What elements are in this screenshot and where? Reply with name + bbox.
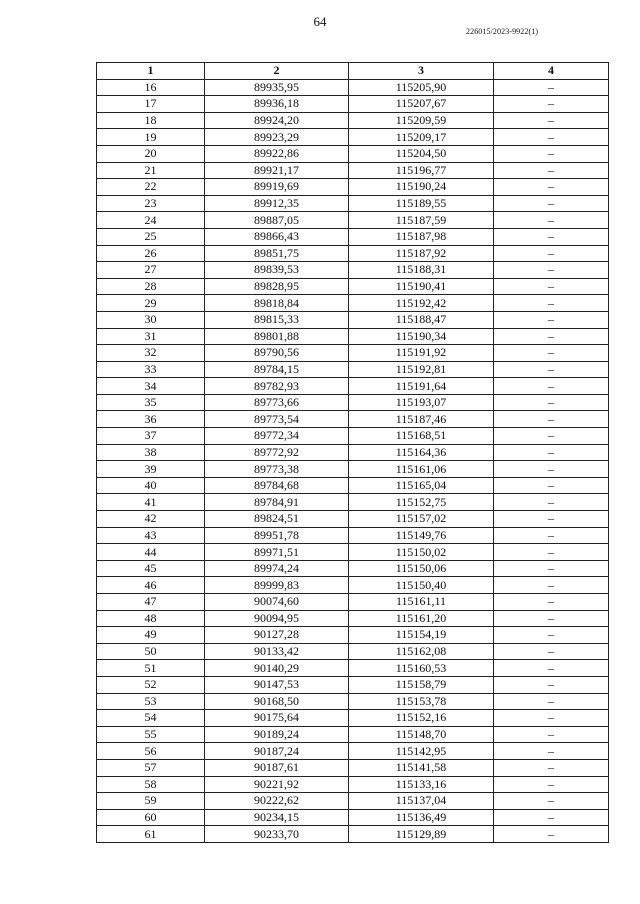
note-cell: –	[494, 560, 609, 577]
note-cell: –	[494, 477, 609, 494]
note-cell: –	[494, 179, 609, 196]
table-header	[97, 63, 609, 80]
y-coordinate-cell: 115188,31	[349, 262, 494, 279]
document-id: 226015/2023-9922(1)	[466, 27, 539, 36]
y-coordinate-cell: 115148,70	[349, 726, 494, 743]
note-cell: –	[494, 245, 609, 262]
note-cell: –	[494, 411, 609, 428]
x-coordinate-cell: 89772,92	[205, 444, 349, 461]
x-coordinate-cell: 89974,24	[205, 560, 349, 577]
x-coordinate-cell: 89801,88	[205, 328, 349, 345]
note-cell: –	[494, 676, 609, 693]
note-cell: –	[494, 79, 609, 96]
point-number-cell: 46	[97, 577, 205, 594]
y-coordinate-cell: 115141,58	[349, 759, 494, 776]
point-number-cell: 48	[97, 610, 205, 627]
y-coordinate-cell: 115207,67	[349, 96, 494, 113]
note-cell: –	[494, 228, 609, 245]
table-row	[97, 195, 609, 212]
y-coordinate-cell: 115189,55	[349, 195, 494, 212]
point-number-cell: 23	[97, 195, 205, 212]
point-number-cell: 36	[97, 411, 205, 428]
x-coordinate-cell: 90147,53	[205, 676, 349, 693]
y-coordinate-cell: 115187,59	[349, 212, 494, 229]
note-cell: –	[494, 311, 609, 328]
table-row	[97, 411, 609, 428]
note-cell: –	[494, 544, 609, 561]
point-number-cell: 58	[97, 776, 205, 793]
point-number-cell: 32	[97, 345, 205, 362]
point-number-cell: 21	[97, 162, 205, 179]
note-cell: –	[494, 394, 609, 411]
table-row	[97, 560, 609, 577]
x-coordinate-cell: 90175,64	[205, 710, 349, 727]
note-cell: –	[494, 743, 609, 760]
table-row	[97, 477, 609, 494]
y-coordinate-cell: 115142,95	[349, 743, 494, 760]
table-row	[97, 228, 609, 245]
point-number-cell: 19	[97, 129, 205, 146]
table-row	[97, 676, 609, 693]
point-number-cell: 41	[97, 494, 205, 511]
y-coordinate-cell: 115204,50	[349, 145, 494, 162]
y-coordinate-cell: 115162,08	[349, 643, 494, 660]
point-number-cell: 34	[97, 378, 205, 395]
point-number-cell: 24	[97, 212, 205, 229]
x-coordinate-cell: 90168,50	[205, 693, 349, 710]
table-row	[97, 660, 609, 677]
table-row	[97, 345, 609, 362]
y-coordinate-cell: 115191,92	[349, 345, 494, 362]
note-cell: –	[494, 776, 609, 793]
y-coordinate-cell: 115168,51	[349, 428, 494, 445]
x-coordinate-cell: 90221,92	[205, 776, 349, 793]
note-cell: –	[494, 262, 609, 279]
table-row	[97, 461, 609, 478]
note-cell: –	[494, 643, 609, 660]
y-coordinate-cell: 115209,59	[349, 112, 494, 129]
x-coordinate-cell: 89773,66	[205, 394, 349, 411]
point-number-cell: 52	[97, 676, 205, 693]
table-row	[97, 494, 609, 511]
table-row	[97, 295, 609, 312]
x-coordinate-cell: 89773,54	[205, 411, 349, 428]
x-coordinate-cell: 89784,68	[205, 477, 349, 494]
x-coordinate-cell: 89922,86	[205, 145, 349, 162]
table-row	[97, 245, 609, 262]
note-cell: –	[494, 660, 609, 677]
y-coordinate-cell: 115187,46	[349, 411, 494, 428]
column-header: 4	[494, 63, 609, 80]
x-coordinate-cell: 90189,24	[205, 726, 349, 743]
point-number-cell: 37	[97, 428, 205, 445]
x-coordinate-cell: 89784,15	[205, 361, 349, 378]
note-cell: –	[494, 726, 609, 743]
note-cell: –	[494, 577, 609, 594]
point-number-cell: 56	[97, 743, 205, 760]
note-cell: –	[494, 793, 609, 810]
y-coordinate-cell: 115187,98	[349, 228, 494, 245]
table-row	[97, 511, 609, 528]
x-coordinate-cell: 89773,38	[205, 461, 349, 478]
y-coordinate-cell: 115164,36	[349, 444, 494, 461]
note-cell: –	[494, 710, 609, 727]
point-number-cell: 17	[97, 96, 205, 113]
x-coordinate-cell: 89935,95	[205, 79, 349, 96]
table-row	[97, 544, 609, 561]
y-coordinate-cell: 115188,47	[349, 311, 494, 328]
table-row	[97, 96, 609, 113]
point-number-cell: 45	[97, 560, 205, 577]
x-coordinate-cell: 89772,34	[205, 428, 349, 445]
note-cell: –	[494, 212, 609, 229]
table-row	[97, 776, 609, 793]
y-coordinate-cell: 115154,19	[349, 627, 494, 644]
note-cell: –	[494, 610, 609, 627]
point-number-cell: 50	[97, 643, 205, 660]
x-coordinate-cell: 89851,75	[205, 245, 349, 262]
x-coordinate-cell: 89971,51	[205, 544, 349, 561]
note-cell: –	[494, 627, 609, 644]
point-number-cell: 44	[97, 544, 205, 561]
point-number-cell: 25	[97, 228, 205, 245]
point-number-cell: 47	[97, 594, 205, 611]
x-coordinate-cell: 90140,29	[205, 660, 349, 677]
x-coordinate-cell: 90187,61	[205, 759, 349, 776]
table-row	[97, 428, 609, 445]
y-coordinate-cell: 115191,64	[349, 378, 494, 395]
point-number-cell: 40	[97, 477, 205, 494]
x-coordinate-cell: 89921,17	[205, 162, 349, 179]
x-coordinate-cell: 90233,70	[205, 826, 349, 843]
point-number-cell: 51	[97, 660, 205, 677]
note-cell: –	[494, 809, 609, 826]
x-coordinate-cell: 89784,91	[205, 494, 349, 511]
column-header: 3	[349, 63, 494, 80]
table-row	[97, 594, 609, 611]
x-coordinate-cell: 89790,56	[205, 345, 349, 362]
y-coordinate-cell: 115187,92	[349, 245, 494, 262]
note-cell: –	[494, 112, 609, 129]
note-cell: –	[494, 129, 609, 146]
note-cell: –	[494, 693, 609, 710]
table-row	[97, 361, 609, 378]
x-coordinate-cell: 89936,18	[205, 96, 349, 113]
note-cell: –	[494, 378, 609, 395]
note-cell: –	[494, 345, 609, 362]
x-coordinate-cell: 90234,15	[205, 809, 349, 826]
table-row	[97, 577, 609, 594]
y-coordinate-cell: 115152,75	[349, 494, 494, 511]
table-row	[97, 162, 609, 179]
y-coordinate-cell: 115137,04	[349, 793, 494, 810]
note-cell: –	[494, 594, 609, 611]
note-cell: –	[494, 444, 609, 461]
y-coordinate-cell: 115157,02	[349, 511, 494, 528]
note-cell: –	[494, 826, 609, 843]
note-cell: –	[494, 145, 609, 162]
table-row	[97, 179, 609, 196]
table-row	[97, 809, 609, 826]
x-coordinate-cell: 90127,28	[205, 627, 349, 644]
note-cell: –	[494, 428, 609, 445]
table-row	[97, 112, 609, 129]
x-coordinate-cell: 90074,60	[205, 594, 349, 611]
point-number-cell: 31	[97, 328, 205, 345]
point-number-cell: 29	[97, 295, 205, 312]
table-row	[97, 826, 609, 843]
x-coordinate-cell: 89887,05	[205, 212, 349, 229]
page-number: 64	[313, 14, 327, 29]
table-row	[97, 610, 609, 627]
x-coordinate-cell: 89919,69	[205, 179, 349, 196]
y-coordinate-cell: 115150,02	[349, 544, 494, 561]
y-coordinate-cell: 115133,16	[349, 776, 494, 793]
table-row	[97, 693, 609, 710]
x-coordinate-cell: 89923,29	[205, 129, 349, 146]
note-cell: –	[494, 527, 609, 544]
x-coordinate-cell: 89839,53	[205, 262, 349, 279]
point-number-cell: 22	[97, 179, 205, 196]
point-number-cell: 60	[97, 809, 205, 826]
point-number-cell: 53	[97, 693, 205, 710]
table-row	[97, 79, 609, 96]
x-coordinate-cell: 89824,51	[205, 511, 349, 528]
y-coordinate-cell: 115136,49	[349, 809, 494, 826]
x-coordinate-cell: 90094,95	[205, 610, 349, 627]
y-coordinate-cell: 115152,16	[349, 710, 494, 727]
column-header: 2	[205, 63, 349, 80]
x-coordinate-cell: 90222,62	[205, 793, 349, 810]
note-cell: –	[494, 295, 609, 312]
x-coordinate-cell: 89782,93	[205, 378, 349, 395]
point-number-cell: 55	[97, 726, 205, 743]
table-row	[97, 278, 609, 295]
table-row	[97, 328, 609, 345]
note-cell: –	[494, 96, 609, 113]
table-row	[97, 527, 609, 544]
table-row	[97, 311, 609, 328]
y-coordinate-cell: 115190,24	[349, 179, 494, 196]
point-number-cell: 43	[97, 527, 205, 544]
table-row	[97, 444, 609, 461]
point-number-cell: 54	[97, 710, 205, 727]
point-number-cell: 57	[97, 759, 205, 776]
y-coordinate-cell: 115129,89	[349, 826, 494, 843]
point-number-cell: 28	[97, 278, 205, 295]
note-cell: –	[494, 162, 609, 179]
table-row	[97, 710, 609, 727]
y-coordinate-cell: 115209,17	[349, 129, 494, 146]
y-coordinate-cell: 115165,04	[349, 477, 494, 494]
note-cell: –	[494, 361, 609, 378]
x-coordinate-cell: 89818,84	[205, 295, 349, 312]
table-row	[97, 627, 609, 644]
point-number-cell: 20	[97, 145, 205, 162]
y-coordinate-cell: 115193,07	[349, 394, 494, 411]
note-cell: –	[494, 195, 609, 212]
table-row	[97, 759, 609, 776]
y-coordinate-cell: 115160,53	[349, 660, 494, 677]
y-coordinate-cell: 115161,06	[349, 461, 494, 478]
x-coordinate-cell: 90187,24	[205, 743, 349, 760]
x-coordinate-cell: 89999,83	[205, 577, 349, 594]
note-cell: –	[494, 461, 609, 478]
table-row	[97, 129, 609, 146]
point-number-cell: 27	[97, 262, 205, 279]
point-number-cell: 39	[97, 461, 205, 478]
y-coordinate-cell: 115196,77	[349, 162, 494, 179]
point-number-cell: 16	[97, 79, 205, 96]
y-coordinate-cell: 115192,42	[349, 295, 494, 312]
point-number-cell: 35	[97, 394, 205, 411]
point-number-cell: 26	[97, 245, 205, 262]
point-number-cell: 49	[97, 627, 205, 644]
y-coordinate-cell: 115153,78	[349, 693, 494, 710]
y-coordinate-cell: 115161,11	[349, 594, 494, 611]
table-row	[97, 726, 609, 743]
table-row	[97, 394, 609, 411]
x-coordinate-cell: 90133,42	[205, 643, 349, 660]
y-coordinate-cell: 115150,06	[349, 560, 494, 577]
point-number-cell: 30	[97, 311, 205, 328]
table-row	[97, 643, 609, 660]
point-number-cell: 42	[97, 511, 205, 528]
table-row	[97, 262, 609, 279]
table-row	[97, 145, 609, 162]
coordinates-table	[96, 62, 609, 843]
x-coordinate-cell: 89924,20	[205, 112, 349, 129]
table-row	[97, 378, 609, 395]
point-number-cell: 59	[97, 793, 205, 810]
table-body	[97, 79, 609, 842]
y-coordinate-cell: 115150,40	[349, 577, 494, 594]
x-coordinate-cell: 89866,43	[205, 228, 349, 245]
y-coordinate-cell: 115161,20	[349, 610, 494, 627]
y-coordinate-cell: 115190,34	[349, 328, 494, 345]
note-cell: –	[494, 278, 609, 295]
note-cell: –	[494, 759, 609, 776]
point-number-cell: 61	[97, 826, 205, 843]
x-coordinate-cell: 89912,35	[205, 195, 349, 212]
point-number-cell: 18	[97, 112, 205, 129]
x-coordinate-cell: 89828,95	[205, 278, 349, 295]
point-number-cell: 38	[97, 444, 205, 461]
table-row	[97, 212, 609, 229]
header-row	[97, 63, 609, 80]
y-coordinate-cell: 115190,41	[349, 278, 494, 295]
table-row	[97, 743, 609, 760]
note-cell: –	[494, 328, 609, 345]
y-coordinate-cell: 115149,76	[349, 527, 494, 544]
y-coordinate-cell: 115205,90	[349, 79, 494, 96]
y-coordinate-cell: 115192,81	[349, 361, 494, 378]
point-number-cell: 33	[97, 361, 205, 378]
column-header: 1	[97, 63, 205, 80]
x-coordinate-cell: 89815,33	[205, 311, 349, 328]
y-coordinate-cell: 115158,79	[349, 676, 494, 693]
table-row	[97, 793, 609, 810]
x-coordinate-cell: 89951,78	[205, 527, 349, 544]
note-cell: –	[494, 494, 609, 511]
note-cell: –	[494, 511, 609, 528]
